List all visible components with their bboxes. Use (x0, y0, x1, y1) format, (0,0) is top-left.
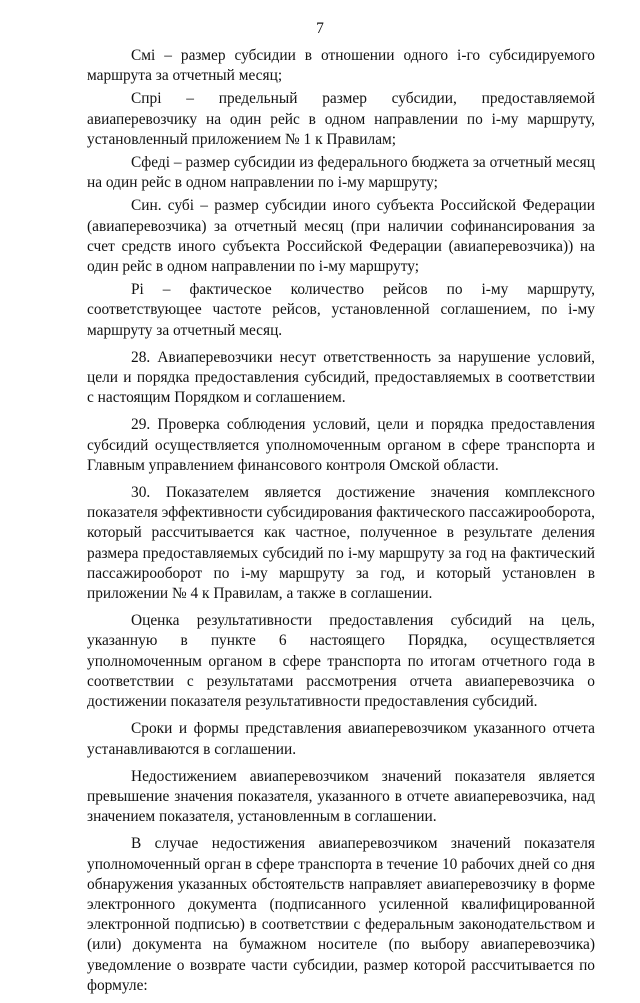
clause-28: 28. Авиаперевозчики несут ответственность за нарушение условий, цели и порядка предоставления субсидий, предоставляемых в соответствии с настоящим Порядком и соглашением. (87, 348, 595, 407)
document-body (87, 46, 595, 1003)
clause-30: 30. Показателем является достижение значения комплексного показателя эффективности субсидирования фактического пассажирооборота, который рассчитывается как частное, полученное в результате деления размера предоставляемых субсидий по i-му маршруту за год на фактический пассажирооборот по i-му маршруту за год, и который установлен в приложении № 4 к Правилам, а также в соглашении. (87, 484, 595, 603)
clause-29: 29. Проверка соблюдения условий, цели и порядка предоставления субсидий осуществляется уполномоченным органом в сфере транспорта и Главным управлением финансового контроля Омской области. (87, 416, 595, 474)
paragraph-evaluation: Оценка результативности предоставления субсидий на цель, указанную в пункте 6 настоящего Порядка, осуществляется уполномоченным органом в сфере транспорта по итогам отчетного года в соответствии с результатами рассмотрения отчета авиаперевозчика о достижении показателя результативности предоставления субсидий. (87, 612, 595, 711)
paragraph-refund-notice: В случае недостижения авиаперевозчиком значений показателя уполномоченный орган в сфере транспорта в течение 10 рабочих дней со дня обнаружения указанных обстоятельств направляет авиаперевозчику в форме электронного документа (подписанного усиленной квалифицированной электронной подписью) в соответствии с федеральным законодательством и (или) документа на бумажном носителе (по выбору авиаперевозчика) уведомление о возврате части субсидии, размер которой рассчитывается по формуле: (87, 835, 595, 994)
definition-c-mi: Cмі – размер субсидии в отношении одного i-го субсидируемого маршрута за отчетный месяц; (87, 47, 595, 85)
definition-c-fedi: Cфеді – размер субсидии из федерального бюджета за отчетный месяц на один рейс в одном направлении по i-му маршруту; (87, 154, 595, 192)
paragraph-report-terms: Сроки и формы представления авиаперевозчиком указанного отчета устанавливаются в соглашении. (87, 720, 595, 758)
definition-c-pri: Cпрі – предельный размер субсидии, предоставляемой авиаперевозчику на один рейс в одном направлении по i-му маршруту, установленный приложением № 1 к Правилам; (87, 90, 595, 148)
paragraph-non-achievement: Недостижением авиаперевозчиком значений показателя является превышение значения показателя, указанного в отчете авиаперевозчика, над значением показателя, установленным в соглашении. (87, 767, 595, 826)
definition-pi: Pi – фактическое количество рейсов по i-му маршруту, соответствующее частоте рейсов, установленной соглашением, по i-му маршруту за отчетный месяц. (87, 281, 595, 339)
definition-c-in-subi: Cин. субі – размер субсидии иного субъекта Российской Федерации (авиаперевозчика) за отчетный месяц (при наличии софинансирования за счет средств иного субъекта Российской Федерации (авиаперевозчика)) на один рейс в одном направлении по i-му маршруту; (87, 197, 595, 276)
page-number: 7 (316, 20, 324, 37)
